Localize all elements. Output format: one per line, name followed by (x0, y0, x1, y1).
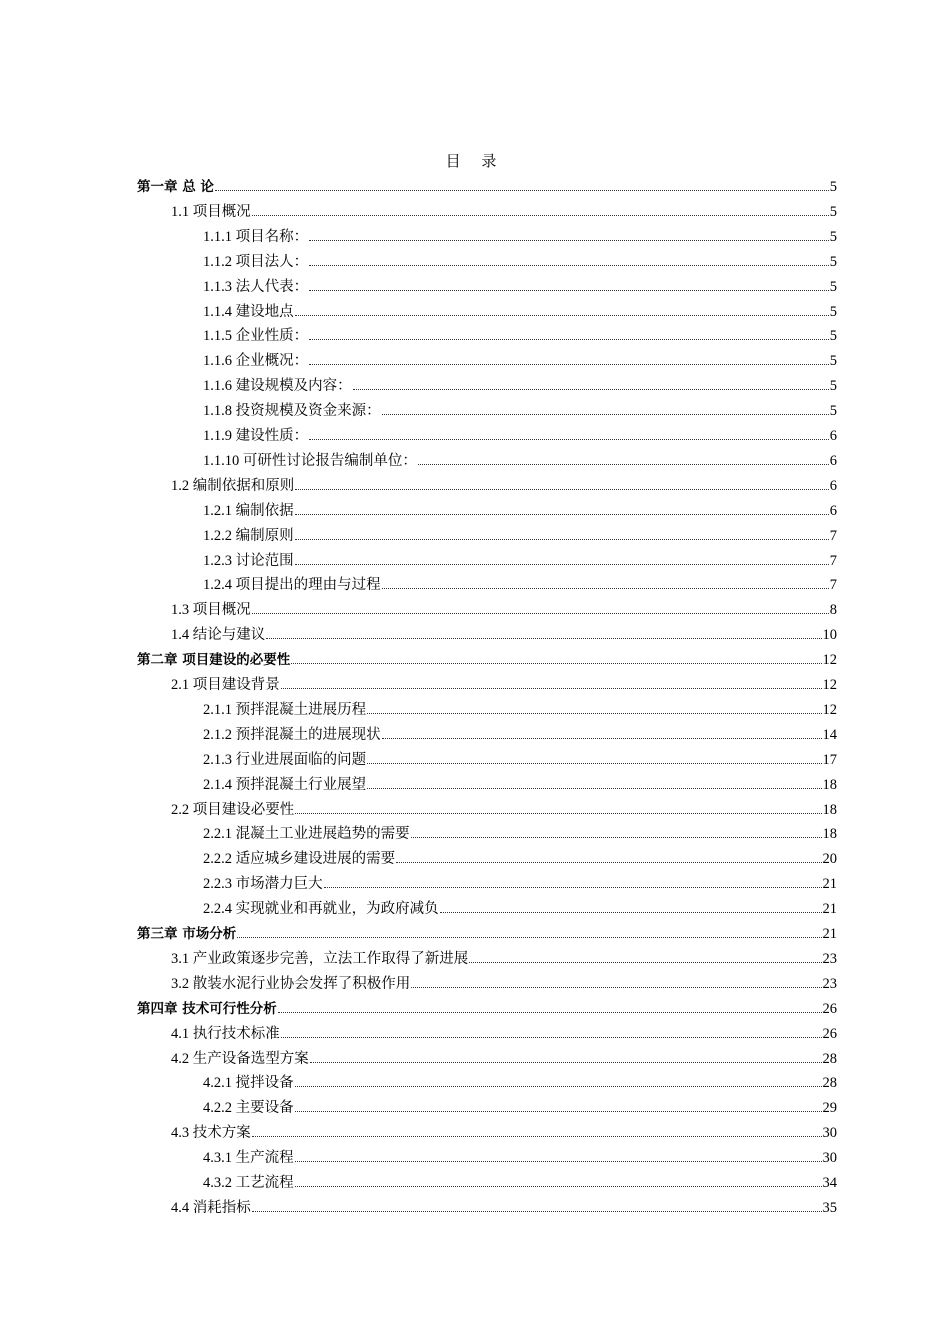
toc-entry-title: 1.1.6 建设规模及内容： (203, 378, 352, 395)
toc-entry-page: 35 (822, 1199, 837, 1216)
toc-entry-title: 1.2.3 讨论范围 (203, 552, 294, 569)
toc-entry[interactable] (203, 321, 837, 345)
toc-entry-page: 26 (822, 1025, 837, 1042)
toc-entry-title: 1.2.4 项目提出的理由与过程 (203, 577, 381, 594)
toc-entry[interactable] (203, 1168, 837, 1192)
dot-leader (295, 314, 829, 316)
toc-entry-title: 1.1.1 项目名称： (203, 228, 309, 245)
toc-entry-page: 7 (829, 552, 837, 569)
toc-entry-title: 4.2.2 主要设备 (203, 1100, 294, 1117)
toc-entry-title: 1.1.8 投资规模及资金来源： (203, 403, 381, 420)
toc-entry-page: 8 (829, 602, 837, 619)
toc-entry-title: 第四章 技术可行性分析 (137, 1000, 277, 1017)
dot-leader (411, 836, 822, 838)
toc-title: 目 录 (445, 152, 505, 170)
toc-entry-title: 1.1.5 企业性质： (203, 328, 309, 345)
toc-entry[interactable] (171, 595, 837, 619)
toc-entry-title: 2.1.1 预拌混凝土进展历程 (203, 701, 367, 718)
toc-entry[interactable] (203, 446, 837, 470)
toc-entry[interactable] (203, 570, 837, 594)
dot-leader (396, 861, 821, 863)
toc-entry[interactable] (171, 620, 837, 644)
toc-entry[interactable] (203, 247, 837, 271)
dot-leader (295, 1185, 822, 1187)
dot-leader (278, 1011, 822, 1013)
toc-entry-page: 18 (822, 801, 837, 818)
toc-entry-page: 17 (822, 751, 837, 768)
toc-entry-page: 21 (822, 876, 837, 893)
dot-leader (309, 264, 829, 266)
toc-entry-page: 18 (822, 776, 837, 793)
toc-entry[interactable] (203, 695, 837, 719)
toc-entry-title: 第一章 总 论 (137, 179, 214, 195)
toc-entry[interactable] (203, 745, 837, 769)
toc-entry[interactable] (203, 222, 837, 246)
toc-entry[interactable] (203, 819, 837, 843)
toc-entry-title: 3.2 散装水泥行业协会发挥了积极作用 (171, 975, 411, 992)
dot-leader (367, 762, 821, 764)
dot-leader (382, 413, 829, 415)
toc-entry-title: 2.2.4 实现就业和再就业，为政府减负 (203, 901, 439, 918)
toc-entry[interactable] (203, 844, 837, 868)
toc-entry-title: 4.3.1 生产流程 (203, 1150, 294, 1167)
toc-entry[interactable] (171, 944, 837, 968)
toc-entry-page: 5 (829, 253, 837, 270)
toc-entry[interactable] (203, 1093, 837, 1117)
dot-leader (309, 438, 829, 440)
dot-leader (215, 189, 829, 191)
toc-entry[interactable] (203, 1143, 837, 1167)
dot-leader (310, 1061, 822, 1063)
toc-entry-page: 29 (822, 1100, 837, 1117)
toc-entry-title: 1.1.6 企业概况： (203, 353, 309, 370)
dot-leader (418, 463, 829, 465)
toc-entry[interactable] (203, 297, 837, 321)
dot-leader (382, 587, 829, 589)
dot-leader (295, 1160, 822, 1162)
toc-entry-title: 2.1.4 预拌混凝土行业展望 (203, 776, 367, 793)
dot-leader (324, 886, 822, 888)
toc-entry-page: 6 (829, 502, 837, 519)
toc-entry-title: 1.2.2 编制原则 (203, 527, 294, 544)
toc-entry-page: 12 (822, 677, 837, 693)
dot-leader (295, 563, 829, 565)
toc-entry-page: 34 (822, 1175, 837, 1191)
toc-entry-title: 1.1.4 建设地点 (203, 303, 294, 320)
toc-entry-title: 4.2 生产设备选型方案 (171, 1050, 309, 1067)
toc-entry-title: 2.1 项目建设背景 (171, 677, 280, 693)
toc-entry-title: 2.2.2 适应城乡建设进展的需要 (203, 851, 396, 868)
dot-leader (309, 239, 829, 241)
toc-entry[interactable] (137, 645, 837, 669)
dot-leader (440, 911, 822, 913)
toc-entry[interactable] (137, 994, 837, 1018)
toc-entry-page: 18 (822, 826, 837, 843)
toc-entry-title: 1.4 结论与建议 (171, 627, 266, 644)
toc-entry-page: 10 (822, 627, 837, 644)
toc-entry-page: 12 (822, 701, 837, 718)
toc-entry-title: 1.2.1 编制依据 (203, 502, 294, 519)
toc-entry[interactable] (137, 919, 837, 943)
dot-leader (252, 214, 829, 216)
dot-leader (281, 687, 822, 689)
dot-leader (295, 1085, 822, 1087)
toc-entry-page: 5 (829, 228, 837, 245)
toc-entry[interactable] (203, 521, 837, 545)
dot-leader (295, 488, 829, 490)
dot-leader (295, 538, 829, 540)
toc-entry[interactable] (171, 197, 837, 221)
toc-entry-page: 5 (829, 203, 837, 220)
dot-leader (309, 338, 829, 340)
toc-entry-title: 第二章 项目建设的必要性 (137, 652, 291, 669)
dot-leader (295, 513, 829, 515)
toc-entry-title: 1.1.3 法人代表： (203, 278, 309, 295)
dot-leader (367, 712, 821, 714)
dot-leader (295, 812, 821, 814)
toc-entry-page: 20 (822, 851, 837, 868)
toc-entry-page: 6 (829, 477, 837, 494)
toc-entry[interactable] (203, 496, 837, 520)
toc-entry-page: 28 (822, 1075, 837, 1092)
toc-entry[interactable] (171, 1118, 837, 1142)
toc-entry[interactable] (203, 396, 837, 420)
toc-entry[interactable] (203, 421, 837, 445)
toc-entry[interactable] (171, 795, 837, 819)
toc-entry[interactable] (203, 371, 837, 395)
toc-entry-title: 2.1.2 预拌混凝土的进展现状 (203, 726, 381, 743)
toc-entry[interactable] (203, 346, 837, 370)
toc-entry-page: 30 (822, 1150, 837, 1167)
dot-leader (281, 1036, 822, 1038)
toc-entry-title: 4.3 技术方案 (171, 1125, 251, 1142)
toc-entry[interactable] (171, 670, 837, 694)
toc-entry-page: 23 (822, 950, 837, 967)
toc-entry-title: 3.1 产业政策逐步完善，立法工作取得了新进展 (171, 950, 469, 967)
dot-leader (469, 961, 821, 963)
toc-entry[interactable] (203, 720, 837, 744)
toc-entry-title: 2.2.3 市场潜力巨大 (203, 876, 323, 893)
dot-leader (367, 787, 821, 789)
toc-entry[interactable] (203, 272, 837, 296)
dot-leader (291, 662, 821, 664)
toc-entry-page: 28 (822, 1050, 837, 1067)
toc-entry-page: 30 (822, 1125, 837, 1142)
toc-entry[interactable] (203, 894, 837, 918)
toc-entry-title: 1.1.10 可研性讨论报告编制单位： (203, 452, 417, 469)
toc-entry-title: 1.3 项目概况 (171, 602, 251, 619)
toc-entry[interactable] (171, 1044, 837, 1068)
toc-entry-page: 12 (822, 652, 837, 669)
toc-entry-title: 1.1.2 项目法人： (203, 253, 309, 270)
toc-entry-page: 21 (822, 926, 837, 942)
dot-leader (309, 289, 829, 291)
toc-entry-page: 6 (829, 428, 837, 444)
toc-entry-page: 21 (822, 901, 837, 918)
dot-leader (382, 737, 822, 739)
toc-entry[interactable] (203, 869, 837, 893)
toc-entry-page: 6 (829, 452, 837, 469)
toc-entry-title: 4.2.1 搅拌设备 (203, 1075, 294, 1092)
toc-entry-title: 4.1 执行技术标准 (171, 1025, 280, 1042)
toc-entry-page: 5 (829, 303, 837, 320)
dot-leader (252, 612, 829, 614)
toc-entry-title: 4.4 消耗指标 (171, 1199, 251, 1216)
toc-entry-page: 5 (829, 278, 837, 295)
toc-entry-title: 第三章 市场分析 (137, 926, 237, 942)
toc-entry-page: 5 (829, 378, 837, 395)
dot-leader (411, 986, 821, 988)
dot-leader (237, 936, 821, 938)
toc-entry[interactable] (203, 1068, 837, 1092)
toc-entry-page: 5 (829, 353, 837, 370)
toc-entry-title: 1.1.9 建设性质： (203, 428, 309, 444)
toc-entry-title: 2.2.1 混凝土工业进展趋势的需要 (203, 826, 410, 843)
dot-leader (266, 637, 821, 639)
toc-entry-page: 5 (829, 179, 837, 195)
toc-entry[interactable] (171, 969, 837, 993)
toc-entry[interactable] (203, 546, 837, 570)
toc-entry-title: 2.1.3 行业进展面临的问题 (203, 751, 367, 768)
toc-entry-page: 14 (822, 726, 837, 743)
toc-entry-page: 5 (829, 403, 837, 420)
toc-entry-page: 7 (829, 577, 837, 594)
toc-entry-title: 4.3.2 工艺流程 (203, 1175, 294, 1191)
dot-leader (295, 1110, 822, 1112)
toc-entry[interactable] (203, 770, 837, 794)
toc-entry[interactable] (137, 172, 837, 196)
dot-leader (353, 388, 829, 390)
toc-entry[interactable] (171, 1193, 837, 1217)
dot-leader (309, 363, 829, 365)
toc-entry-title: 2.2 项目建设必要性 (171, 801, 295, 818)
toc-entry-page: 7 (829, 527, 837, 544)
toc-entry-title: 1.1 项目概况 (171, 203, 251, 220)
toc-entry-page: 23 (822, 975, 837, 992)
toc-entry[interactable] (171, 1019, 837, 1043)
toc-entry-page: 26 (822, 1000, 837, 1017)
dot-leader (252, 1135, 822, 1137)
toc-entry-page: 5 (829, 328, 837, 345)
dot-leader (252, 1210, 822, 1212)
toc-entry[interactable] (171, 471, 837, 495)
toc-entry-title: 1.2 编制依据和原则 (171, 477, 295, 494)
